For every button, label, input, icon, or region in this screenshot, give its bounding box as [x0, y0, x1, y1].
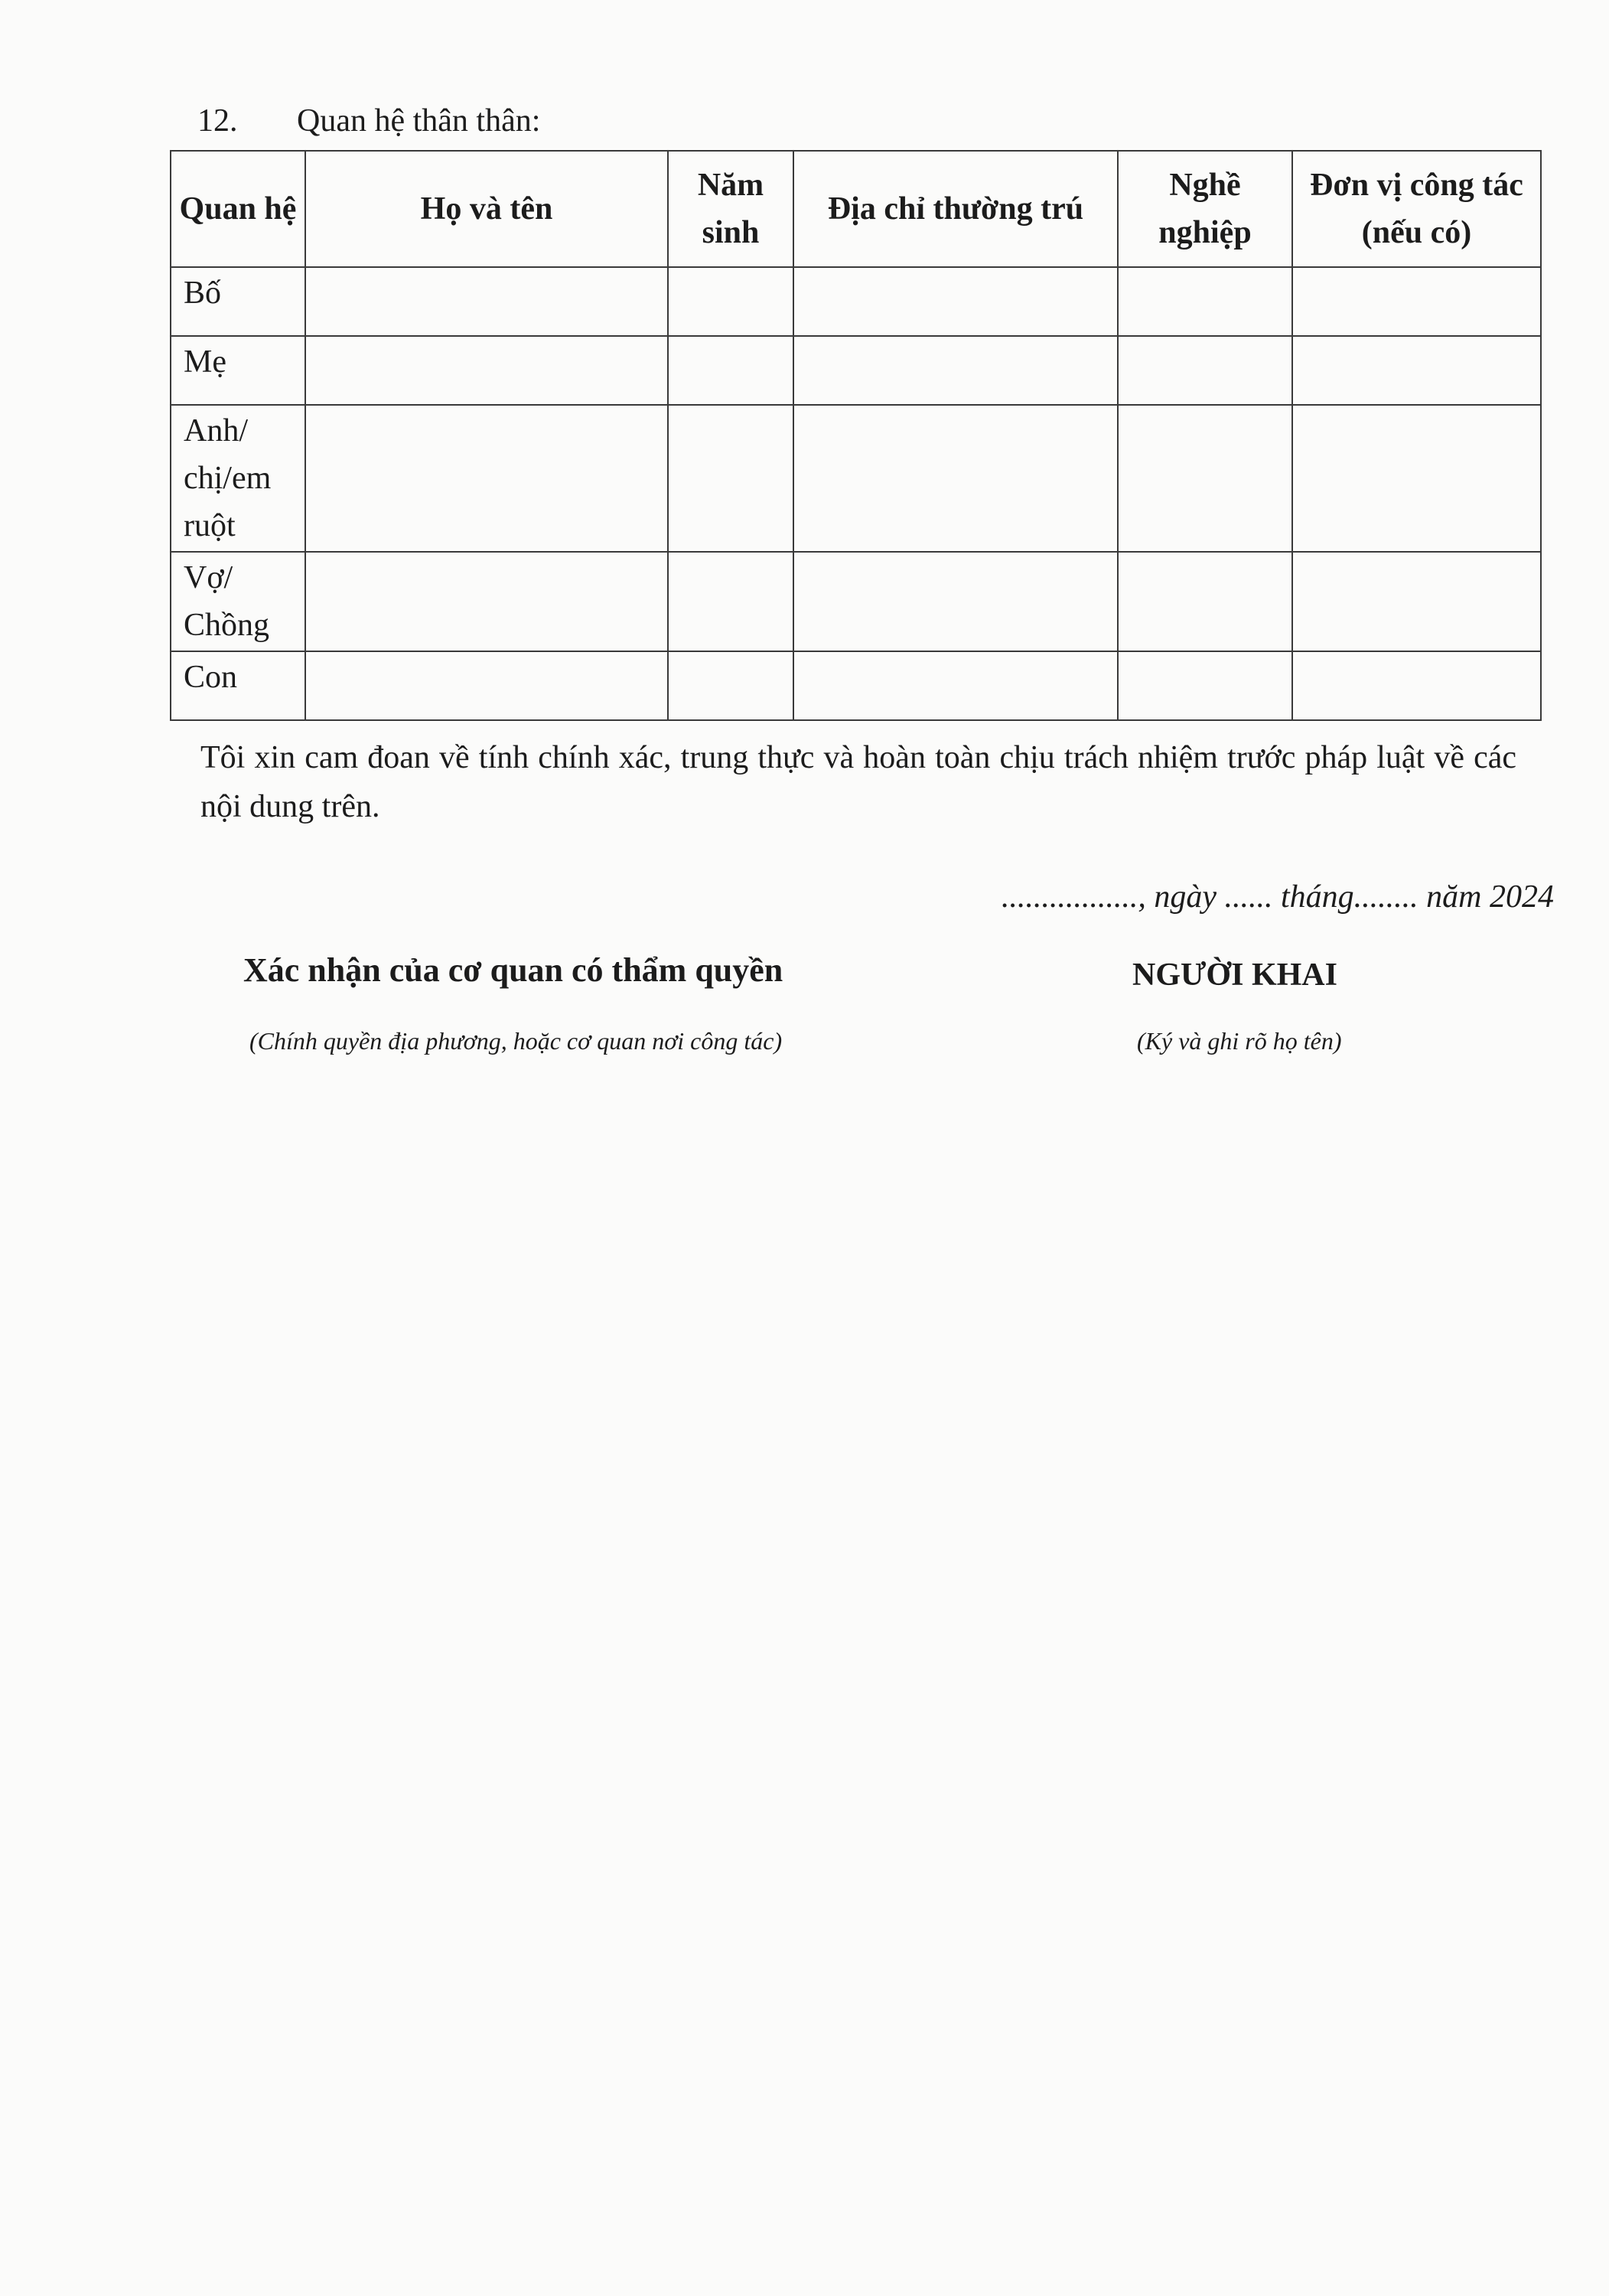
relatives-table [170, 150, 1542, 721]
birth-year-cell[interactable] [668, 405, 793, 552]
address-cell[interactable] [793, 336, 1118, 405]
workplace-cell[interactable] [1292, 651, 1541, 720]
section-number: 12. [197, 103, 238, 139]
relation-cell: Vợ/ Chồng [171, 552, 305, 651]
birth-year-cell[interactable] [668, 336, 793, 405]
table-header-row [171, 151, 1541, 267]
birth-year-cell[interactable] [668, 267, 793, 336]
occupation-cell[interactable] [1118, 552, 1292, 651]
header-workplace: Đơn vị công tác (nếu có) [1292, 151, 1541, 267]
table-row [171, 267, 1541, 336]
occupation-cell[interactable] [1118, 651, 1292, 720]
full-name-cell[interactable] [305, 267, 668, 336]
header-occupation: Nghề nghiệp [1118, 151, 1292, 267]
authority-confirmation-title: Xác nhận của cơ quan có thẩm quyền [243, 951, 783, 989]
section-title: Quan hệ thân thân: [297, 103, 541, 139]
relation-cell: Mẹ [171, 336, 305, 405]
address-cell[interactable] [793, 405, 1118, 552]
section-heading [197, 98, 540, 144]
relation-cell: Bố [171, 267, 305, 336]
address-cell[interactable] [793, 267, 1118, 336]
occupation-cell[interactable] [1118, 267, 1292, 336]
header-birth-year: Năm sinh [668, 151, 793, 267]
workplace-cell[interactable] [1292, 336, 1541, 405]
table-row [171, 651, 1541, 720]
authority-confirmation-note: (Chính quyền địa phương, hoặc cơ quan nơi công tác) [249, 1027, 783, 1055]
birth-year-cell[interactable] [668, 552, 793, 651]
occupation-cell[interactable] [1118, 336, 1292, 405]
relation-cell: Con [171, 651, 305, 720]
declarant-note: (Ký và ghi rõ họ tên) [1137, 1027, 1342, 1055]
table-row [171, 336, 1541, 405]
full-name-cell[interactable] [305, 651, 668, 720]
header-full-name: Họ và tên [305, 151, 668, 267]
full-name-cell[interactable] [305, 552, 668, 651]
date-line: ................., ngày ...... tháng........ năm 2024 [1001, 879, 1554, 915]
header-relation: Quan hệ [171, 151, 305, 267]
table-row [171, 552, 1541, 651]
header-permanent-address: Địa chỉ thường trú [793, 151, 1118, 267]
full-name-cell[interactable] [305, 405, 668, 552]
workplace-cell[interactable] [1292, 552, 1541, 651]
full-name-cell[interactable] [305, 336, 668, 405]
address-cell[interactable] [793, 552, 1118, 651]
occupation-cell[interactable] [1118, 405, 1292, 552]
workplace-cell[interactable] [1292, 405, 1541, 552]
declaration-text: Tôi xin cam đoan về tính chính xác, trung thực và hoàn toàn chịu trách nhiệm trước pháp luật về các nội dung trên. [200, 740, 1516, 824]
workplace-cell[interactable] [1292, 267, 1541, 336]
address-cell[interactable] [793, 651, 1118, 720]
declarant-title: NGƯỜI KHAI [1132, 957, 1337, 993]
relation-cell: Anh/ chị/em ruột [171, 405, 305, 552]
table-row [171, 405, 1541, 552]
birth-year-cell[interactable] [668, 651, 793, 720]
